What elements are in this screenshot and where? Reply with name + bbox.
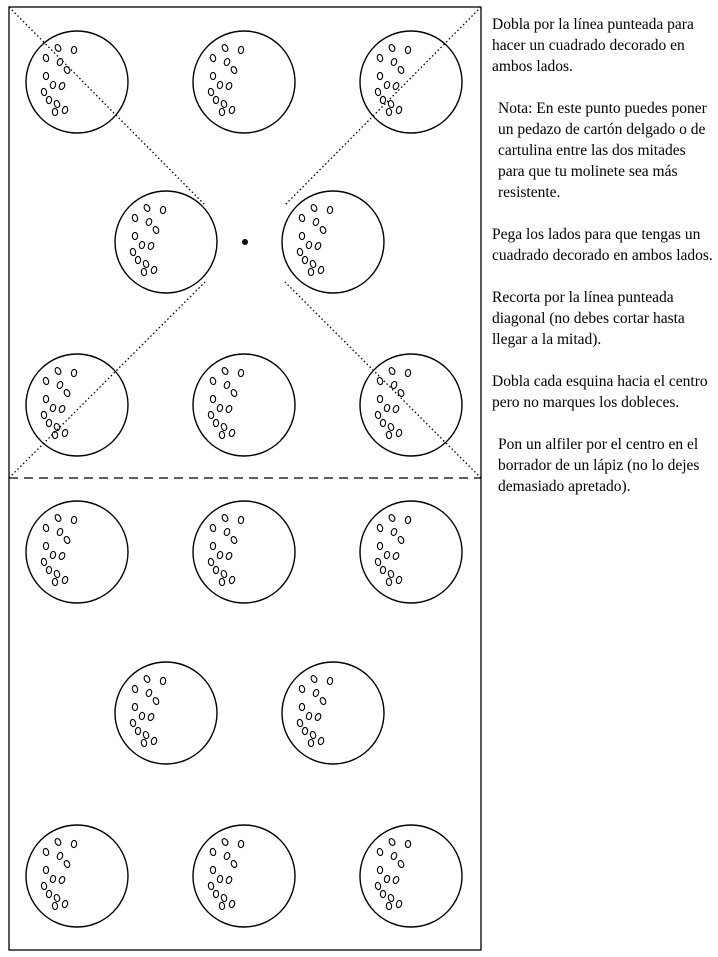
teardrop-dot: [377, 395, 382, 402]
teardrop-dot: [238, 840, 244, 848]
teardrop-dot: [238, 369, 244, 377]
teardrop-dot: [217, 81, 224, 89]
teardrop-dot: [230, 536, 238, 545]
teardrop-dot: [395, 900, 402, 908]
instruction-note: Nota: En este punto puedes poner un pedazo de cartón delgado o de cartulina entre las dos mitades para que tu molinete sea más resistente.: [498, 100, 707, 201]
teardrop-dot: [142, 260, 149, 269]
teardrop-dot: [213, 419, 219, 426]
teardrop-dot: [143, 204, 151, 213]
teardrop-dot: [405, 46, 411, 54]
teardrop-dot: [43, 72, 48, 79]
instruction-fold-corners: Dobla cada esquina hacia el centro pero no marques los dobleces.: [492, 373, 708, 411]
teardrop-dot: [392, 552, 400, 561]
teardrop-dot: [139, 712, 146, 720]
teardrop-dot: [395, 576, 402, 584]
teardrop-dot: [61, 576, 68, 584]
teardrop-dot: [220, 894, 227, 903]
teardrop-dot: [147, 242, 155, 251]
teardrop-dot: [58, 552, 66, 561]
decorated-circles: [26, 31, 462, 927]
teardrop-dot: [220, 570, 227, 579]
teardrop-dot: [319, 226, 327, 235]
teardrop-dot: [213, 566, 219, 573]
teardrop-dot: [228, 900, 235, 908]
teardrop-dot: [61, 900, 68, 908]
teardrop-dot: [50, 875, 57, 883]
teardrop-dot: [297, 248, 303, 256]
teardrop-dot: [314, 713, 322, 722]
teardrop-dot: [210, 848, 217, 856]
teardrop-dot: [56, 528, 63, 537]
teardrop-dot: [221, 44, 229, 53]
teardrop-dot: [223, 58, 230, 67]
teardrop-dot: [390, 58, 397, 67]
teardrop-dot: [230, 66, 238, 75]
teardrop-dot: [380, 96, 386, 103]
teardrop-dot: [53, 570, 60, 579]
teardrop-dot: [228, 106, 235, 114]
teardrop-dot: [50, 551, 57, 559]
teardrop-dot: [299, 685, 306, 693]
teardrop-dot: [61, 429, 68, 437]
teardrop-dot: [210, 395, 215, 402]
teardrop-dot: [377, 377, 384, 385]
teardrop-dot: [375, 558, 381, 566]
teardrop-dot: [377, 848, 384, 856]
decorated-circle: [115, 191, 217, 293]
teardrop-dot: [41, 558, 47, 566]
teardrop-dot: [217, 551, 224, 559]
teardrop-dot: [141, 739, 147, 747]
teardrop-dot: [384, 875, 391, 883]
teardrop-dot: [221, 838, 229, 847]
decorated-circle: [26, 31, 128, 133]
teardrop-dot: [388, 44, 396, 53]
cut-line-bottom-left: [9, 282, 205, 478]
teardrop-dot: [223, 852, 230, 861]
teardrop-dot: [314, 242, 322, 251]
teardrop-dot: [375, 88, 381, 96]
teardrop-dot: [143, 675, 151, 684]
teardrop-dot: [397, 66, 405, 75]
teardrop-dot: [377, 54, 384, 62]
teardrop-dot: [43, 395, 48, 402]
teardrop-dot: [152, 697, 160, 706]
teardrop-dot: [397, 536, 405, 545]
teardrop-dot: [52, 902, 58, 910]
teardrop-dot: [220, 423, 227, 432]
teardrop-dot: [386, 431, 392, 439]
teardrop-dot: [43, 848, 50, 856]
teardrop-dot: [225, 82, 233, 91]
teardrop-dot: [405, 369, 411, 377]
teardrop-dot: [392, 82, 400, 91]
teardrop-dot: [61, 106, 68, 114]
teardrop-dot: [395, 429, 402, 437]
teardrop-dot: [312, 689, 319, 698]
teardrop-dot: [217, 404, 224, 412]
teardrop-dot: [388, 838, 396, 847]
teardrop-dot: [388, 514, 396, 523]
teardrop-dot: [327, 206, 333, 214]
teardrop-dot: [219, 902, 225, 910]
teardrop-dot: [150, 266, 157, 274]
teardrop-dot: [43, 54, 50, 62]
teardrop-dot: [46, 419, 52, 426]
teardrop-dot: [71, 516, 77, 524]
teardrop-dot: [46, 890, 52, 897]
teardrop-dot: [43, 377, 50, 385]
teardrop-dot: [310, 204, 318, 213]
teardrop-dot: [41, 882, 47, 890]
decorated-circle: [360, 354, 462, 456]
teardrop-dot: [58, 405, 66, 414]
decorated-circle: [360, 825, 462, 927]
decorated-circle: [193, 501, 295, 603]
teardrop-dot: [390, 852, 397, 861]
teardrop-dot: [56, 852, 63, 861]
teardrop-dot: [302, 727, 308, 734]
teardrop-dot: [71, 840, 77, 848]
teardrop-dot: [387, 100, 394, 109]
teardrop-dot: [210, 866, 215, 873]
teardrop-dot: [210, 524, 217, 532]
teardrop-dot: [223, 528, 230, 537]
teardrop-dot: [377, 866, 382, 873]
teardrop-dot: [213, 890, 219, 897]
decorated-circle: [193, 31, 295, 133]
template-border: [9, 7, 481, 950]
cut-line-bottom-right: [285, 282, 481, 478]
cut-line-top-right: [285, 7, 481, 205]
teardrop-dot: [392, 876, 400, 885]
instruction-glue: Pega los lados para que tengas un cuadrado decorado en ambos lados.: [492, 226, 713, 264]
teardrop-dot: [41, 411, 47, 419]
teardrop-dot: [386, 578, 392, 586]
teardrop-dot: [135, 256, 141, 263]
teardrop-dot: [210, 542, 215, 549]
teardrop-dot: [53, 100, 60, 109]
teardrop-dot: [299, 703, 304, 710]
teardrop-dot: [71, 46, 77, 54]
instructions-panel: [492, 14, 716, 518]
teardrop-dot: [386, 902, 392, 910]
teardrop-dot: [210, 377, 217, 385]
teardrop-dot: [139, 241, 146, 249]
decorated-circle: [360, 501, 462, 603]
decorated-circle: [282, 191, 384, 293]
teardrop-dot: [56, 381, 63, 390]
teardrop-dot: [50, 404, 57, 412]
teardrop-dot: [50, 81, 57, 89]
teardrop-dot: [145, 218, 152, 227]
teardrop-dot: [221, 367, 229, 376]
teardrop-dot: [147, 713, 155, 722]
teardrop-dot: [387, 423, 394, 432]
teardrop-dot: [142, 731, 149, 740]
teardrop-dot: [238, 46, 244, 54]
teardrop-dot: [225, 405, 233, 414]
teardrop-dot: [220, 100, 227, 109]
teardrop-dot: [58, 82, 66, 91]
teardrop-dot: [230, 860, 238, 869]
teardrop-dot: [63, 389, 71, 398]
teardrop-dot: [375, 882, 381, 890]
decorated-circle: [26, 825, 128, 927]
teardrop-dot: [54, 514, 62, 523]
teardrop-dot: [41, 88, 47, 96]
teardrop-dot: [63, 536, 71, 545]
teardrop-dot: [308, 739, 314, 747]
teardrop-dot: [377, 524, 384, 532]
teardrop-dot: [53, 894, 60, 903]
teardrop-dot: [238, 516, 244, 524]
teardrop-dot: [152, 226, 160, 235]
teardrop-dot: [208, 558, 214, 566]
teardrop-dot: [299, 214, 306, 222]
teardrop-dot: [210, 72, 215, 79]
teardrop-dot: [384, 81, 391, 89]
teardrop-dot: [380, 890, 386, 897]
teardrop-dot: [58, 876, 66, 885]
teardrop-dot: [223, 381, 230, 390]
teardrop-dot: [52, 578, 58, 586]
teardrop-dot: [132, 232, 137, 239]
teardrop-dot: [228, 576, 235, 584]
teardrop-dot: [327, 677, 333, 685]
decorated-circle: [193, 825, 295, 927]
teardrop-dot: [405, 840, 411, 848]
teardrop-dot: [135, 727, 141, 734]
teardrop-dot: [317, 737, 324, 745]
teardrop-dot: [306, 712, 313, 720]
teardrop-dot: [388, 367, 396, 376]
instruction-fold: Dobla por la línea punteada para hacer un cuadrado decorado en ambos lados.: [492, 16, 694, 75]
teardrop-dot: [43, 866, 48, 873]
teardrop-dot: [384, 404, 391, 412]
decorated-circle: [26, 501, 128, 603]
teardrop-dot: [141, 268, 147, 276]
teardrop-dot: [319, 697, 327, 706]
pin-center-dot: [242, 239, 248, 245]
teardrop-dot: [377, 542, 382, 549]
teardrop-dot: [213, 96, 219, 103]
teardrop-dot: [145, 689, 152, 698]
cut-line-top-left: [9, 7, 205, 205]
decorated-circle: [115, 662, 217, 764]
teardrop-dot: [208, 882, 214, 890]
instruction-cut: Recorta por la línea punteada diagonal (no debes cortar hasta llegar a la mitad).: [492, 289, 685, 348]
teardrop-dot: [306, 241, 313, 249]
teardrop-dot: [221, 514, 229, 523]
teardrop-dot: [225, 552, 233, 561]
teardrop-dot: [210, 54, 217, 62]
teardrop-dot: [53, 423, 60, 432]
teardrop-dot: [160, 206, 166, 214]
teardrop-dot: [312, 218, 319, 227]
teardrop-dot: [302, 256, 308, 263]
teardrop-dot: [130, 248, 136, 256]
teardrop-dot: [375, 411, 381, 419]
teardrop-dot: [130, 719, 136, 727]
instruction-pin: Pon un alfiler por el centro en el borrador de un lápiz (no lo dejes demasiado apretado).: [498, 436, 700, 495]
teardrop-dot: [299, 232, 304, 239]
teardrop-dot: [228, 429, 235, 437]
teardrop-dot: [160, 677, 166, 685]
teardrop-dot: [52, 108, 58, 116]
teardrop-dot: [377, 72, 382, 79]
teardrop-dot: [219, 578, 225, 586]
decorated-circle: [360, 31, 462, 133]
teardrop-dot: [43, 542, 48, 549]
teardrop-dot: [132, 685, 139, 693]
teardrop-dot: [46, 566, 52, 573]
teardrop-dot: [43, 524, 50, 532]
teardrop-dot: [217, 875, 224, 883]
teardrop-dot: [208, 88, 214, 96]
teardrop-dot: [384, 551, 391, 559]
teardrop-dot: [405, 516, 411, 524]
teardrop-dot: [310, 675, 318, 684]
teardrop-dot: [317, 266, 324, 274]
decorated-circle: [26, 354, 128, 456]
teardrop-dot: [54, 838, 62, 847]
teardrop-dot: [392, 405, 400, 414]
teardrop-dot: [387, 570, 394, 579]
teardrop-dot: [150, 737, 157, 745]
teardrop-dot: [230, 389, 238, 398]
teardrop-dot: [54, 367, 62, 376]
teardrop-dot: [208, 411, 214, 419]
teardrop-dot: [46, 96, 52, 103]
teardrop-dot: [397, 860, 405, 869]
teardrop-dot: [219, 431, 225, 439]
teardrop-dot: [63, 860, 71, 869]
teardrop-dot: [219, 108, 225, 116]
teardrop-dot: [308, 268, 314, 276]
teardrop-dot: [54, 44, 62, 53]
teardrop-dot: [63, 66, 71, 75]
teardrop-dot: [297, 719, 303, 727]
teardrop-dot: [132, 214, 139, 222]
teardrop-dot: [380, 566, 386, 573]
teardrop-dot: [225, 876, 233, 885]
teardrop-dot: [309, 260, 316, 269]
teardrop-dot: [309, 731, 316, 740]
teardrop-dot: [387, 894, 394, 903]
teardrop-dot: [132, 703, 137, 710]
teardrop-dot: [395, 106, 402, 114]
teardrop-dot: [386, 108, 392, 116]
teardrop-dot: [71, 369, 77, 377]
decorated-circle: [282, 662, 384, 764]
teardrop-dot: [390, 528, 397, 537]
teardrop-dot: [380, 419, 386, 426]
decorated-circle: [193, 354, 295, 456]
teardrop-dot: [390, 381, 397, 390]
